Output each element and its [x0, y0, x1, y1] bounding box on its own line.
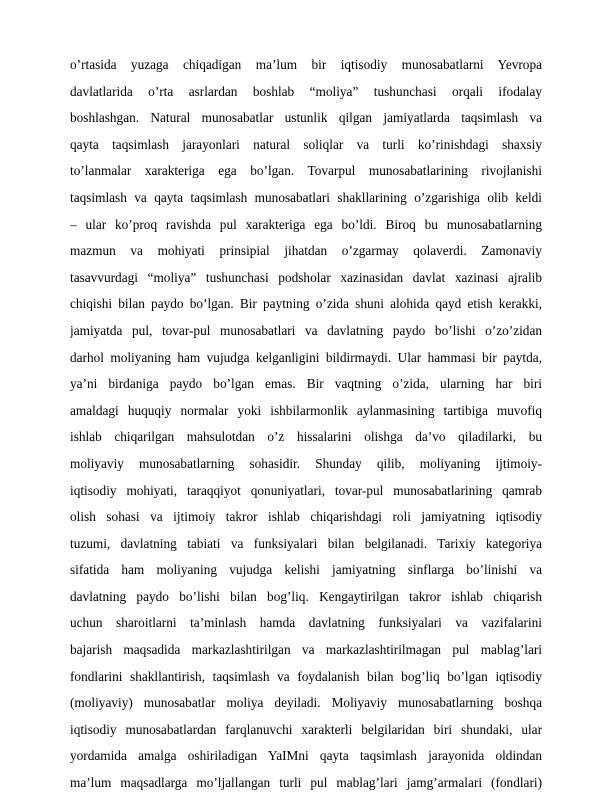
text-line: jamiyatda pul, tovar-pul munosabatlari va davlatning paydo bo’lishi o’zo’zidan — [70, 322, 542, 338]
text-line: to’lanmalar xarakteriga ega bo’lgan. Tovarpul munosabatlarining rivojlanishi — [70, 163, 542, 179]
text-line: tasavvurdagi “moliya” tushunchasi podsholar xazinasidan davlat xazinasi ajralib — [70, 269, 542, 285]
text-line: (moliyaviy) munosabatlar moliya deyiladi. Moliyaviy munosabatlarning boshqa — [70, 695, 542, 711]
text-line: ishlab chiqarilgan mahsulotdan o’z hissalarini olishga da’vo qiladilarki, bu — [70, 429, 542, 445]
text-line: fondlarini shakllantirish, taqsimlash va foydalanish bilan bog’liq bo’lgan iqtisodiy — [70, 668, 542, 684]
text-line: o’rtasida yuzaga chiqadigan ma’lum bir iqtisodiy munosabatlarni Yevropa — [70, 57, 542, 72]
text-line: davlatlarida o’rta asrlardan boshlab “moliya” tushunchasi orqali ifodalay — [70, 83, 542, 99]
body-paragraph — [70, 52, 542, 797]
text-line: qayta taqsimlash jarayonlari natural soliqlar va turli ko’rinishdagi shaxsiy — [70, 136, 542, 152]
text-line: olish sohasi va ijtimoiy takror ishlab chiqarishdagi roli jamiyatning iqtisodiy — [70, 509, 542, 525]
text-line: davlatning paydo bo’lishi bilan bog’liq. Kengaytirilgan takror ishlab chiqarish — [70, 588, 542, 604]
text-line: amaldagi huquqiy normalar yoki ishbilarmonlik aylanmasining tartibiga muvofiq — [70, 402, 542, 418]
text-line: boshlashgan. Natural munosabatlar ustunlik qilgan jamiyatlarda taqsimlash va — [70, 110, 542, 126]
text-line: – ular ko’proq ravishda pul xarakteriga ega bo’ldi. Biroq bu munosabatlarning — [70, 216, 542, 232]
text-line: moliyaviy munosabatlarning sohasidir. Shunday qilib, moliyaning ijtimoiy- — [70, 455, 542, 471]
text-line: taqsimlash va qayta taqsimlash munosabatlari shakllarining o’zgarishiga olib keldi — [70, 189, 542, 205]
text-line: iqtisodiy munosabatlardan farqlanuvchi xarakterli belgilaridan biri shundaki, ular — [70, 721, 542, 737]
text-line: yordamida amalga oshiriladigan YaIMni qayta taqsimlash jarayonida oldindan — [70, 748, 542, 764]
text-line: iqtisodiy mohiyati, taraqqiyot qonuniyatlari, tovar-pul munosabatlarining qamrab — [70, 482, 542, 498]
text-line: ya’ni birdaniga paydo bo’lgan emas. Bir vaqtning o’zida, ularning har biri — [70, 376, 542, 392]
text-line: mazmun va mohiyati prinsipial jihatdan o’zgarmay qolaverdi. Zamonaviy — [70, 243, 542, 259]
text-line: bajarish maqsadida markazlashtirilgan va markazlashtirilmagan pul mablag’lari — [70, 642, 542, 658]
text-line: tuzumi, davlatning tabiati va funksiyalari bilan belgilanadi. Tarixiy kategoriya — [70, 535, 542, 551]
text-line: uchun sharoitlarni ta’minlash hamda davlatning funksiyalari va vazifalarini — [70, 615, 542, 631]
text-line: chiqishi bilan paydo bo’lgan. Bir paytning o’zida shuni alohida qayd etish kerakki, — [70, 296, 542, 312]
text-line: ma’lum maqsadlarga mo’ljallangan turli pul mablag’lari jamg’armalari (fondlari) — [70, 775, 542, 791]
text-line: darhol moliyaning ham vujudga kelganligini bildirmaydi. Ular hammasi bir paytda, — [70, 349, 542, 365]
text-line: sifatida ham moliyaning vujudga kelishi jamiyatning sinflarga bo’linishi va — [70, 562, 542, 578]
